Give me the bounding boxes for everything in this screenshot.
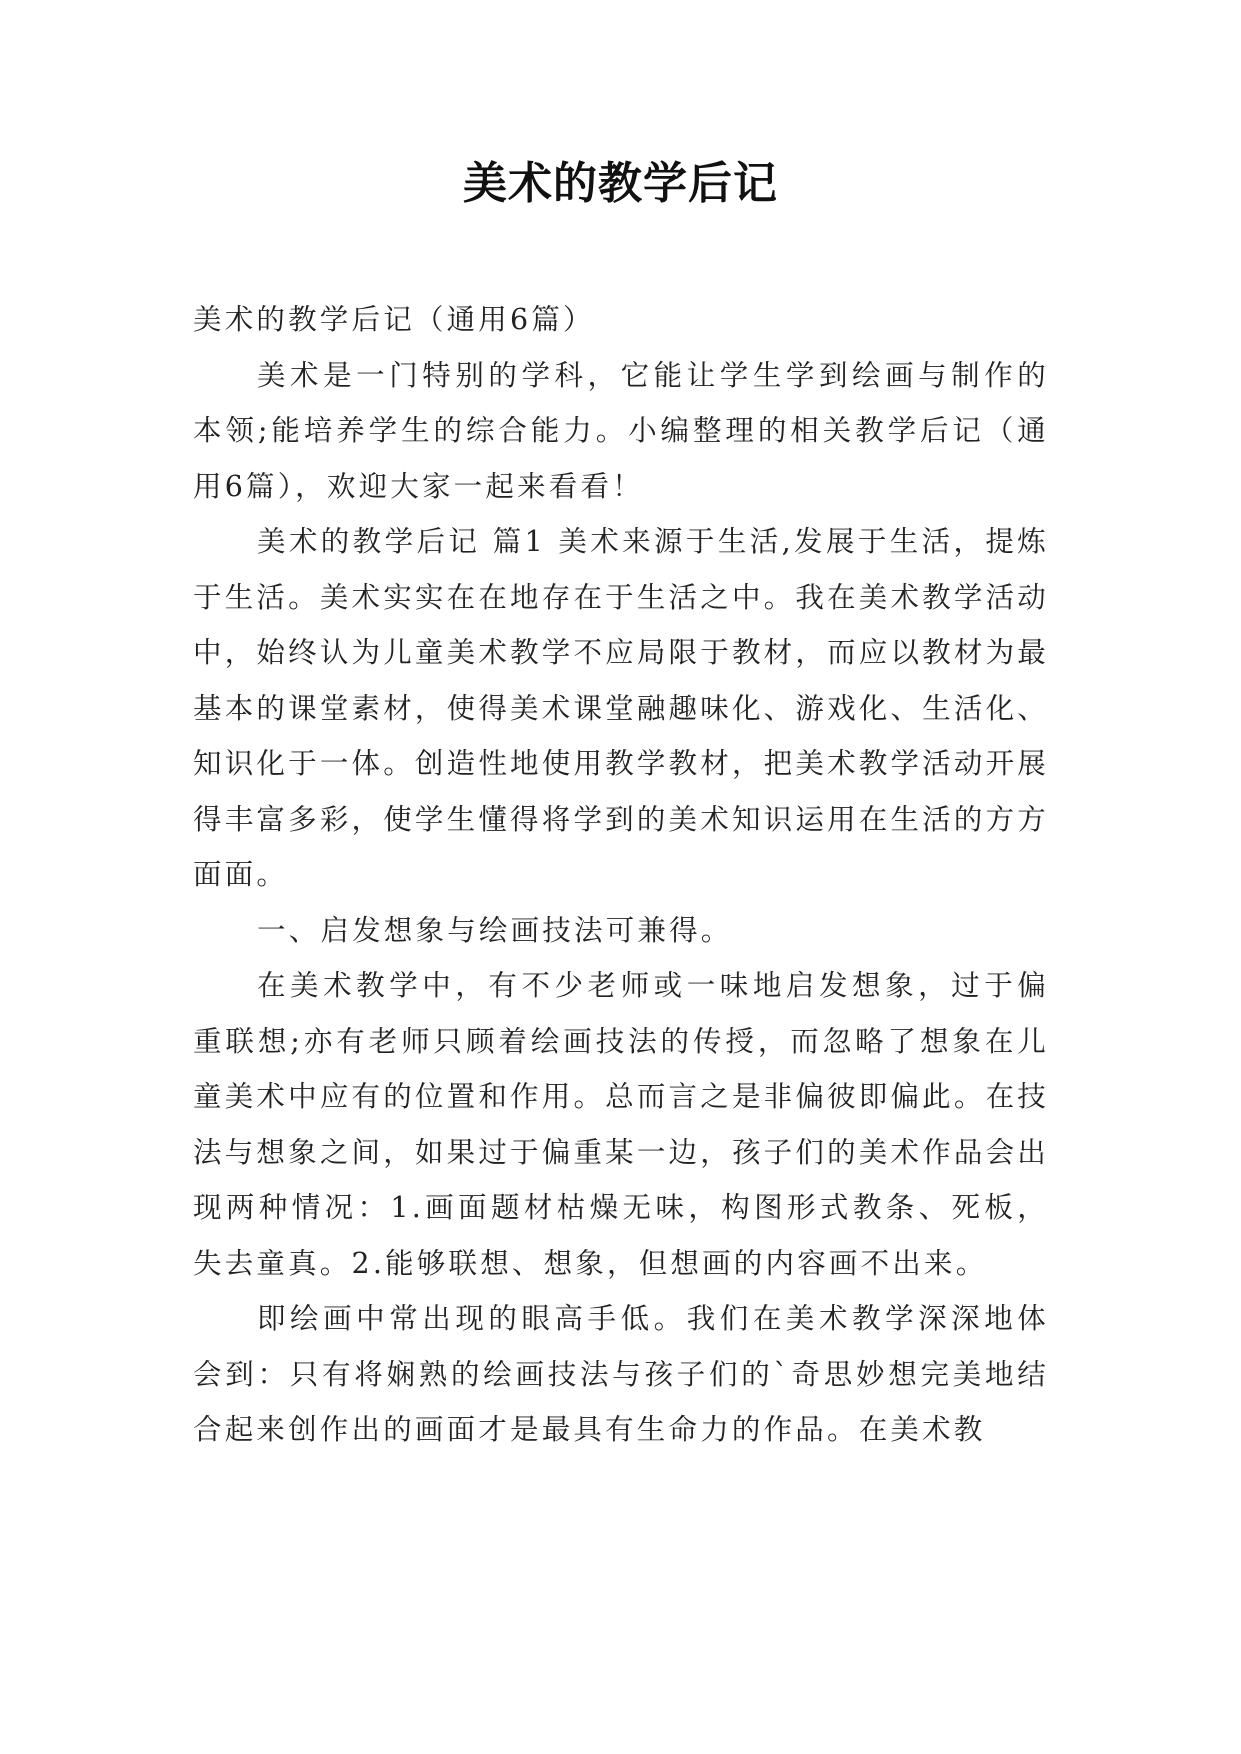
body-paragraph: 在美术教学中，有不少老师或一味地启发想象，过于偏重联想;亦有老师只顾着绘画技法的传授，而忽略了想象在儿童美术中应有的位置和作用。总而言之是非偏彼即偏此。在技法与想象之间，如果过于偏重某一边，孩子们的美术作品会出现两种情况：1.画面题材枯燥无味，构图形式教条、死板，失去童真。2.能够联想、想象，但想画的内容画不出来。 xyxy=(193,969,1049,1280)
section-1-paragraph: 美术的教学后记 篇1 美术来源于生活,发展于生活，提炼于生活。美术实实在在地存在于生活之中。我在美术教学活动中，始终认为儿童美术教学不应局限于教材，而应以教材为最基本的课堂素材，使得美术课堂融趣味化、游戏化、生活化、知识化于一体。创造性地使用教学教材，把美术教学活动开展得丰富多彩，使学生懂得将学到的美术知识运用在生活的方方面面。 xyxy=(193,525,1049,891)
body-paragraph: 即绘画中常出现的眼高手低。我们在美术教学深深地体会到：只有将娴熟的绘画技法与孩子们的`奇思妙想完美地结合起来创作出的画面才是最具有生命力的作品。在美术教 xyxy=(193,1302,1049,1446)
intro-paragraph: 美术是一门特别的学科，它能让学生学到绘画与制作的本领;能培养学生的综合能力。小编整理的相关教学后记（通用6篇），欢迎大家一起来看看！ xyxy=(193,358,1049,503)
document-body xyxy=(193,292,1049,1458)
subtitle-paragraph: 美术的教学后记（通用6篇） xyxy=(193,303,595,336)
document-title: 美术的教学后记 xyxy=(463,158,778,209)
heading-paragraph: 一、启发想象与绘画技法可兼得。 xyxy=(257,913,733,947)
